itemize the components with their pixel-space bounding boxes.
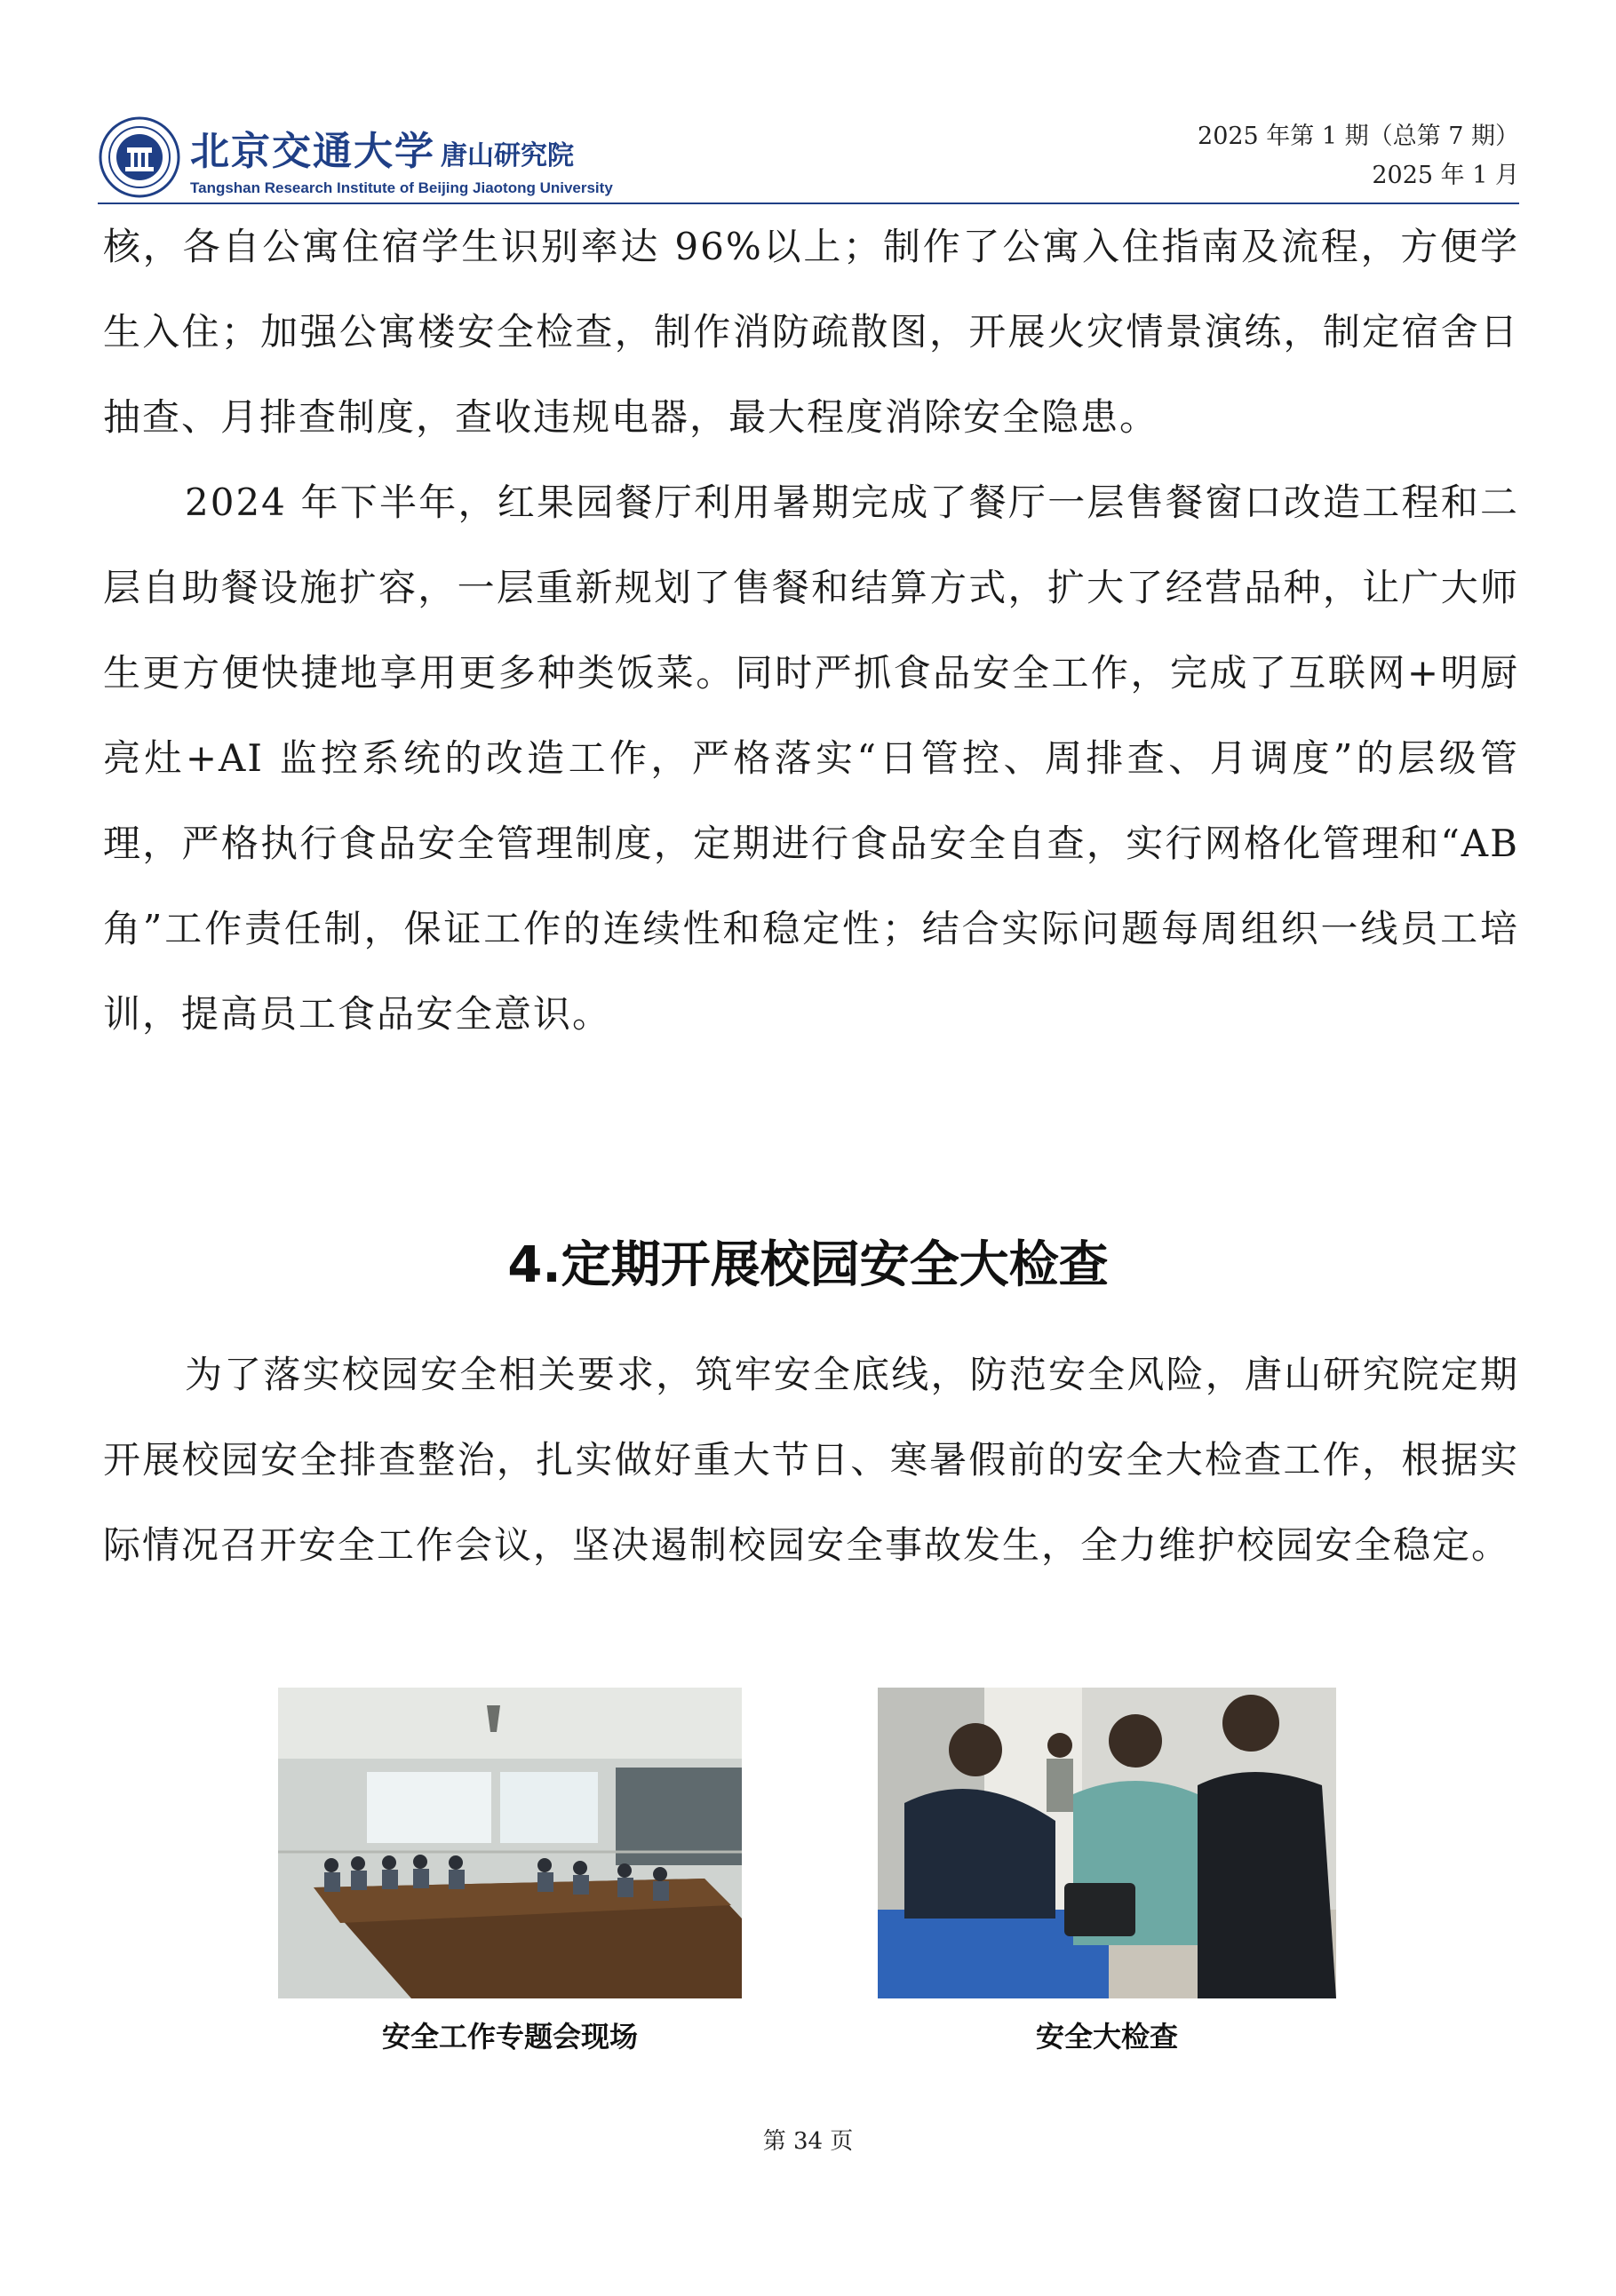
page-number: 第 34 页 bbox=[762, 2128, 854, 2155]
paragraph-canteen: 2024 年下半年，红果园餐厅利用暑期完成了餐厅一层售餐窗口改造工程和二层自助餐设施扩容，一层重新规划了售餐和结算方式，扩大了经营品种，让广大师生更方便快捷地享用更多种类饭菜。同时严抓食品安全工作，完成了互联网+明厨亮灶+AI 监控系统的改造工作，严格落实“日管控、周排查、月调度”的层级管理，严格执行食品安全管理制度，定期进行食品安全自查，实行网格化管理和“AB 角”工作责任制，保证工作的连续性和稳定性；结合实际问题每周组织一线员工培训，提高员工食品安全意识。 bbox=[103, 481, 1519, 1036]
inspection-photo bbox=[878, 1688, 1336, 1998]
university-seal-icon bbox=[98, 115, 181, 199]
institute-logo bbox=[190, 119, 613, 197]
page-header bbox=[98, 115, 1519, 204]
meeting-photo-caption: 安全工作专题会现场 bbox=[381, 2020, 638, 2054]
logo-english: Tangshan Research Institute of Beijing Jiaotong University bbox=[190, 179, 613, 196]
issue-number: 2025 年第 1 期（总第 7 期） bbox=[1198, 123, 1519, 150]
inspection-photo-caption: 安全大检查 bbox=[1035, 2020, 1178, 2054]
logo-name: 北京交通大学 bbox=[190, 129, 435, 174]
paragraph-safety-inspection: 为了落实校园安全相关要求，筑牢安全底线，防范安全风险，唐山研究院定期开展校园安全排查整治，扎实做好重大节日、寒暑假前的安全大检查工作，根据实际情况召开安全工作会议，坚决遏制校园安全事故发生，全力维护校园安全稳定。 bbox=[103, 1353, 1519, 1567]
logo-sub: 唐山研究院 bbox=[441, 140, 574, 171]
meeting-photo bbox=[278, 1688, 742, 1998]
paragraph-dormitory: 核，各自公寓住宿学生识别率达 96%以上；制作了公寓入住指南及流程，方便学生入住；加强公寓楼安全检查，制作消防疏散图，开展火灾情景演练，制定宿舍日抽查、月排查制度，查收违规电器，最大程度消除安全隐患。 bbox=[103, 225, 1519, 439]
issue-date: 2025 年 1 月 bbox=[1372, 162, 1519, 189]
issue-info bbox=[1198, 117, 1519, 195]
section-title: 4.定期开展校园安全大检查 bbox=[507, 1236, 1109, 1294]
